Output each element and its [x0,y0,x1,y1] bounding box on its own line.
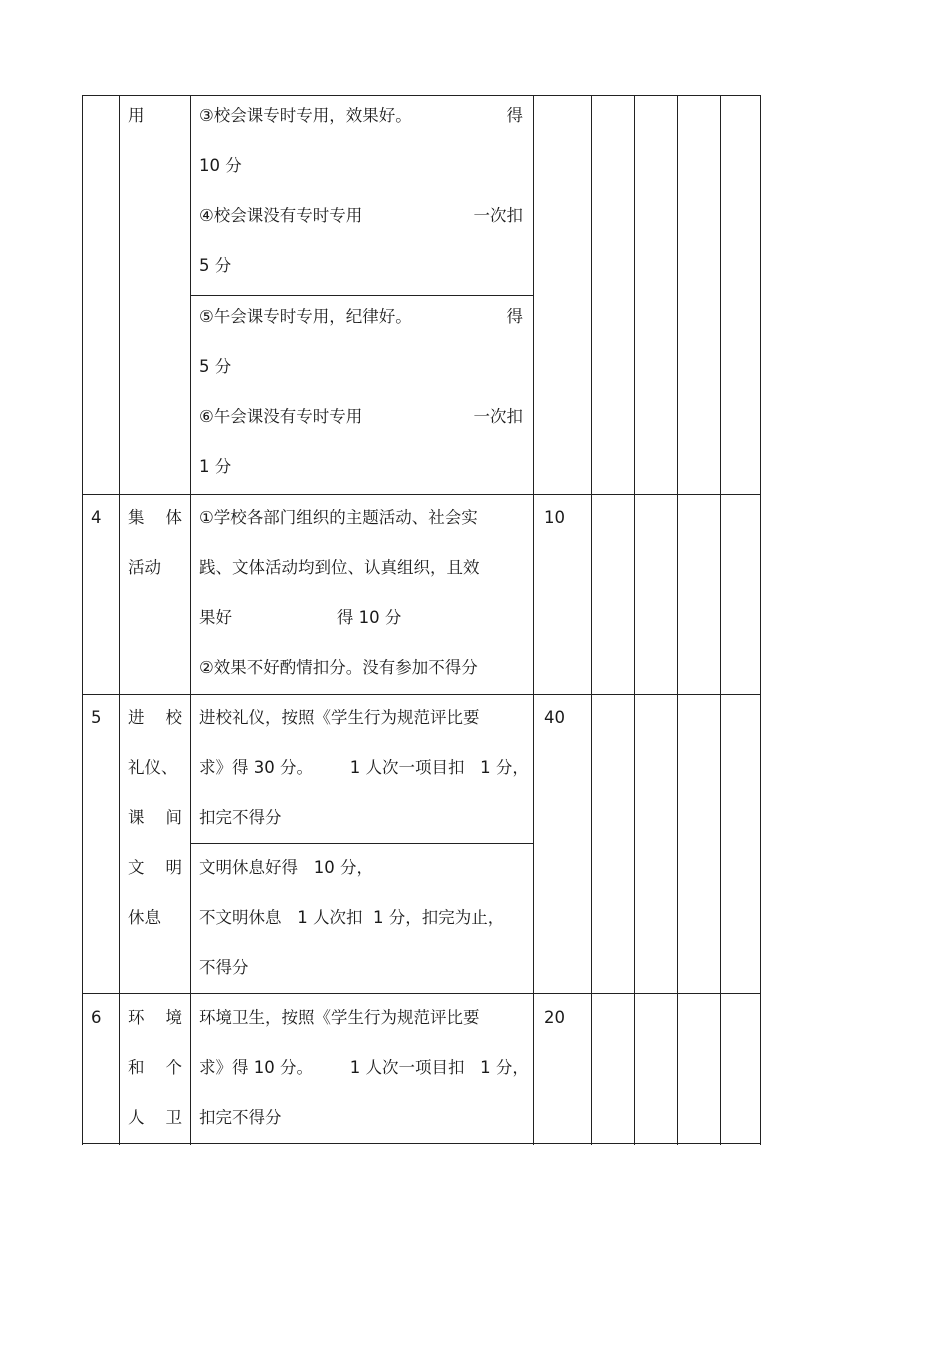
criteria-score-text: 得 [506,106,523,125]
row-number: 4 [91,508,102,527]
criteria-line [199,342,523,392]
table-border-right [760,95,761,1145]
column-divider [677,95,678,1145]
criteria-line: ①学校各部门组织的主题活动、社会实 [199,508,478,527]
criteria-line [199,392,523,442]
criteria-score-text: 一次扣 [473,206,523,225]
criteria-text: ④校会课没有专时专用 [199,206,363,225]
item-char: 和 [128,1058,145,1077]
criteria-line: 不文明休息 1 人次扣 1 分，扣完为止， [199,908,505,927]
criteria-line: 扣完不得分 [199,808,282,827]
item-char: 间 [165,808,182,827]
evaluation-table [82,95,761,1145]
criteria-text: ③校会课专时专用，效果好。 [199,106,412,125]
row-score: 10 [544,508,565,527]
item-name-line: 休息 [128,908,161,927]
criteria-text: 5 分 [199,256,232,275]
criteria-line: 文明休息好得 10 分， [199,858,373,877]
column-divider [533,95,534,1145]
criteria-text: ⑥午会课没有专时专用 [199,407,363,426]
criteria-text: 10 分 [199,156,242,175]
criteria-line [199,191,523,241]
item-name-line [128,993,182,1043]
column-divider [119,95,120,1145]
criteria-line: 进校礼仪，按照《学生行为规范评比要 [199,708,480,727]
item-name-line [128,1043,182,1093]
item-char: 环 [128,1008,145,1027]
column-divider [720,95,721,1145]
item-char: 集 [128,508,145,527]
column-divider [634,95,635,1145]
item-name-line [128,693,182,743]
item-char: 文 [128,858,145,877]
criteria-text: ⑤午会课专时专用，纪律好。 [199,307,412,326]
criteria-line: 不得分 [199,958,249,977]
item-name-line [128,493,182,543]
item-char: 明 [165,858,182,877]
item-char: 进 [128,708,145,727]
criteria-line: 果好 得 10 分 [199,608,402,627]
column-divider [591,95,592,1145]
item-name-line [128,843,182,893]
criteria-line [199,241,523,291]
criteria-line [199,91,523,141]
table-border-bottom [82,1143,761,1144]
row-score: 20 [544,1008,565,1027]
criteria-line: 求》得 10 分。 1 人次一项目扣 1 分， [199,1058,529,1077]
item-char: 人 [128,1108,145,1127]
item-char: 课 [128,808,145,827]
criteria-block [199,292,523,492]
criteria-line: ②效果不好酌情扣分。没有参加不得分 [199,658,478,677]
item-name-line: 活动 [128,558,161,577]
criteria-block [199,843,504,993]
criteria-score-text: 一次扣 [473,407,523,426]
item-name-line: 礼仪、 [128,758,178,777]
item-char: 个 [165,1058,182,1077]
table-border-left [82,95,83,1145]
row-score: 40 [544,708,565,727]
criteria-line [199,442,523,492]
row-number: 5 [91,708,102,727]
item-char: 体 [165,508,182,527]
criteria-line [199,141,523,191]
item-char: 境 [165,1008,182,1027]
item-name-line [128,793,182,843]
item-name: 用 [128,106,145,125]
criteria-score-text: 得 [506,307,523,326]
criteria-block [199,493,480,693]
criteria-block [199,693,529,843]
item-char: 校 [165,708,182,727]
criteria-block [199,993,529,1143]
criteria-line: 扣完不得分 [199,1108,282,1127]
criteria-text: 1 分 [199,457,232,476]
criteria-text: 5 分 [199,357,232,376]
criteria-line: 环境卫生，按照《学生行为规范评比要 [199,1008,480,1027]
criteria-line [199,292,523,342]
criteria-line: 践、文体活动均到位、认真组织，且效 [199,558,480,577]
item-name-line [128,1093,182,1143]
criteria-block [199,91,523,291]
item-char: 卫 [165,1108,182,1127]
column-divider [190,95,191,1145]
row-number: 6 [91,1008,102,1027]
criteria-line: 求》得 30 分。 1 人次一项目扣 1 分， [199,758,529,777]
